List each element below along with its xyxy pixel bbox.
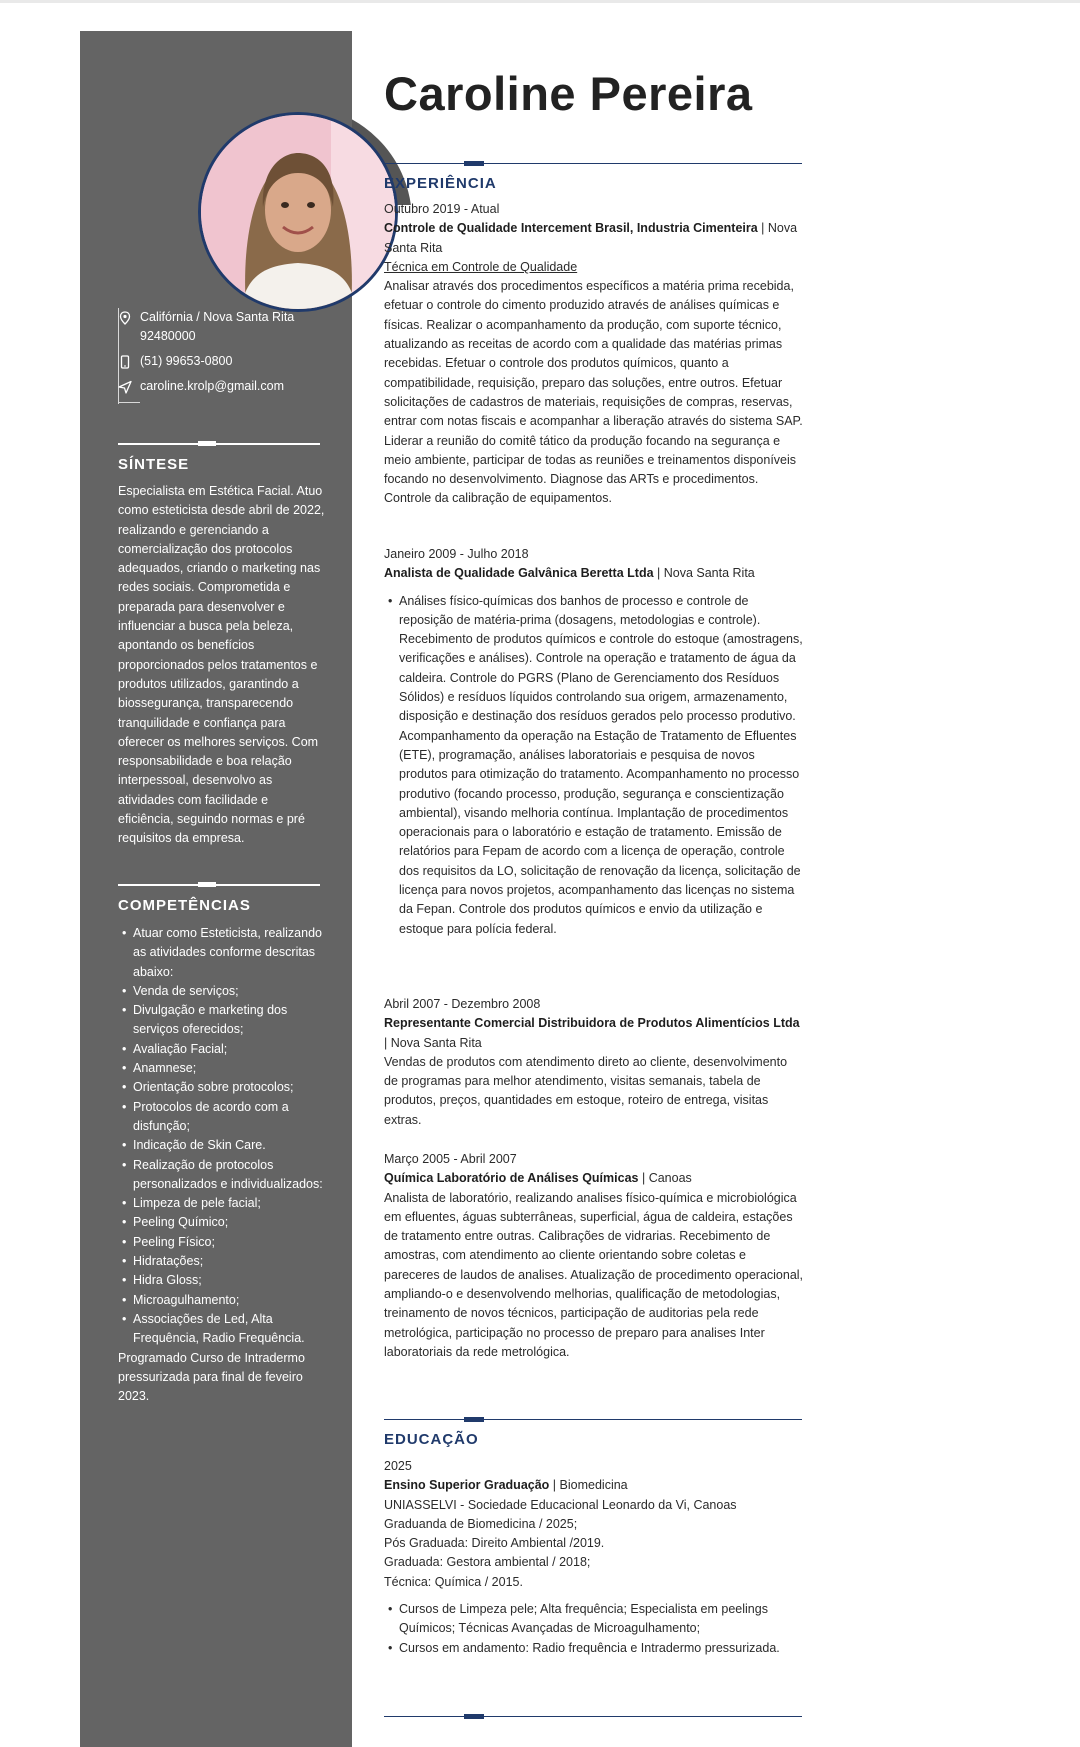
job-title-line: Representante Comercial Distribuidora de Produtos Alimentícios Ltda | Nova Santa Rita [384,1016,800,1050]
list-item: • Limpeza de pele facial; [130,1194,328,1213]
sidebar-divider [118,443,320,445]
section-divider [384,1419,802,1420]
education-line: UNIASSELVI - Sociedade Educacional Leonardo da Vi, Canoas [384,1497,737,1512]
list-item: • Divulgação e marketing dos serviços oferecidos; [130,1001,328,1040]
location-text: Califórnia / Nova Santa Rita [140,310,295,324]
education-degree-line: Ensino Superior Graduação | Biomedicina [384,1478,628,1493]
list-item: • Hidratações; [130,1252,328,1271]
list-item: • Peeling Químico; [130,1213,328,1232]
section-divider [384,163,802,164]
education-bullet: • Cursos de Limpeza pele; Alta frequência; Especialista em peelings Químicos; Técnicas Avançadas de Microagulhamento; [399,1600,804,1639]
list-item: • Orientação sobre protocolos; [130,1078,328,1097]
job-description: Analista de laboratório, realizando analises físico-química e microbiológica em efluentes, águas subterrâneas, superficial, água de caldeira, estações de tratamento entre outras. Calibrações de vidrarias. Recebimento de amostras, com atendimento ao cliente orientando sobre coletas e pareceres de laudos de analises. Atualização de procedimento operacional, ampliando-o e desenvolvendo melhorias, qualificação de metodologias, treinamento de novos técnicos, participação de auditorias pela rede metrológica, participação no processo de preparo para analises Inter laboratoriais da rede metrológica. [384,1190,804,1359]
contact-location [118,308,318,346]
list-item: • Venda de serviços; [130,982,328,1001]
competencias-footer: Programado Curso de Intradermo pressurizada para final de feveiro 2023. [118,1350,305,1404]
job-3 [384,995,804,1130]
list-item: • Avaliação Facial; [130,1040,328,1059]
job-subtitle: Técnica em Controle de Qualidade [384,259,578,274]
job-location: Nova Santa Rita [390,1035,482,1050]
job-role: Representante Comercial Distribuidora de Produtos Alimentícios Ltda [384,1016,800,1031]
job-description: Vendas de produtos com atendimento direto ao cliente, desenvolvimento de programas para melhor atendimento, visitas semanais, tabela de produtos, preços, quantidades em estoque, roteiro de entrega, visitas extras. [384,1054,788,1127]
list-item: • Realização de protocolos personalizados e individualizados: [130,1156,328,1195]
job-title-line: Química Laboratório de Análises Químicas | Canoas [384,1171,692,1186]
education-line: Graduanda de Biomedicina / 2025; [384,1516,578,1531]
sintese-heading: SÍNTESE [118,456,190,473]
experience-heading: EXPERIÊNCIA [384,175,497,192]
list-item: • Associações de Led, Alta Frequência, Radio Frequência. [130,1310,328,1349]
contact-rule-foot [118,402,140,403]
education-line: Técnica: Química / 2015. [384,1574,523,1589]
list-item: • Peeling Físico; [130,1233,328,1252]
contact-phone [118,352,318,371]
job-description: Analisar através dos procedimentos específicos a matéria prima recebida, efetuar o controle do cimento produzido através de análises químicas e físicas. Realizar o acompanhamento da produção, com suporte técnico, atualizando as receitas de acordo com a qualidade das matérias primas recebidas. Efetuar o controle dos produtos químicos, quanto a compatibilidade, requisição, preparo das soluções, entre outros. Efetuar solicitações de cadastros de materiais, requisições de compras, reservas, entrar com notas fiscais e acompanhar a liberação através do sistema SAP. Liderar a reunião do comitê tático da produção focando na segurança e meio ambiente, participar de todas as reuniões e treinamentos disponíveis focando no desenvolvimento. Diagnose das ARTs e procedimentos. Controle da calibração de equipamentos. [384,279,803,506]
list-item: • Anamnese; [130,1059,328,1078]
job-4 [384,1150,804,1362]
job-role: Analista de Qualidade Galvânica Beretta Ltda [384,566,654,581]
section-divider [384,1716,802,1717]
sintese-text: Especialista em Estética Facial. Atuo como esteticista desde abril de 2022, realizando e gerenciando a comercialização dos protocolos adequados, criando o marketing nas redes sociais. Comprometida e preparada para desenvolver e influenciar a busca pela beleza, apontando os benefícios proporcionados pelos tratamentos e produtos utilizados, garantindo a biossegurança, transparecendo tranquilidade e confiança para oferecer os melhores serviços. Com responsabilidade e boa relação interpessoal, desenvolvo as atividades com facilidade e eficiência, seguindo normas e pré requisitos da empresa. [118,484,325,846]
education-block [384,1457,804,1658]
contact-block [118,308,318,402]
candidate-name: Caroline Pereira [384,67,753,120]
job-2 [384,545,804,939]
job-location: Canoas [648,1171,692,1186]
email-text[interactable]: caroline.krolp@gmail.com [140,379,284,393]
competencias-heading: COMPETÊNCIAS [118,897,251,914]
education-year: 2025 [384,1459,412,1473]
job-location: Nova Santa Rita [663,566,755,581]
job-period: Janeiro 2009 - Julho 2018 [384,547,529,561]
top-border [0,0,1080,3]
send-icon [118,380,132,394]
education-bullet: • Cursos em andamento: Radio frequência e Intradermo pressurizada. [399,1639,804,1658]
job-role: Química Laboratório de Análises Químicas [384,1171,639,1186]
education-heading: EDUCAÇÃO [384,1431,479,1448]
education-field: Biomedicina [559,1478,628,1493]
profile-photo [198,112,398,312]
location-pin-icon [118,311,132,325]
sidebar-divider [118,884,320,886]
contact-email [118,377,318,396]
list-item: • Protocolos de acordo com a disfunção; [130,1098,328,1137]
job-period: Abril 2007 - Dezembro 2008 [384,997,541,1011]
list-item: • Microagulhamento; [130,1291,328,1310]
competencias-list [118,924,328,1406]
education-degree: Ensino Superior Graduação [384,1478,550,1493]
cep-text: 92480000 [140,329,196,343]
education-line: Graduada: Gestora ambiental / 2018; [384,1555,591,1570]
list-item: • Atuar como Esteticista, realizando as atividades conforme descritas abaixo: [130,924,328,982]
list-item: • Indicação de Skin Care. [130,1136,328,1155]
job-title-line: Analista de Qualidade Galvânica Beretta Ltda | Nova Santa Rita [384,566,755,581]
list-item: • Hidra Gloss; [130,1271,328,1290]
education-line: Pós Graduada: Direito Ambiental /2019. [384,1536,605,1551]
job-period: Outubro 2019 - Atual [384,202,500,216]
phone-icon [118,355,132,369]
job-bullet: • Análises físico-químicas dos banhos de processo e controle de reposição de matéria-prima (dosagens, metodologias e controle). Recebimento de produtos químicos e controle do estoque (amostragens, verificações e análises). Controle na operação e tratamento de água da caldeira. Controle do PGRS (Plano de Gerenciamento dos Resíduos Sólidos) e resíduos líquidos controlando sua origem, armazenamento, disposição e destinação dos resíduos gerados pelo processo produtivo. Acompanhamento da operação na Estação de Tratamento de Efluentes (ETE), programação, análises laboratoriais e pesquisa de novos produtos para otimização do tratamento. Acompanhamento no processo produtivo (focando processo, produção, segurança e conscientização ambiental), visando melhoria contínua. Implantação de procedimentos operacionais para o laboratório e estação de tratamento. Emissão de relatórios para Fepam de acordo com a licença de operação, controle dos requisitos da LO, solicitação de renovação da licença, solicitação de licença para novos projetos, acompanhamento das licenças no sistema da Fepan. Controle dos produtos químicos e envio da utilização e estoque para polícia federal. [399,592,804,939]
phone-text[interactable]: (51) 99653-0800 [140,354,233,368]
job-title-line: Controle de Qualidade Intercement Brasil, Industria Cimenteira | Nova Santa Rita [384,221,798,255]
job-period: Março 2005 - Abril 2007 [384,1152,517,1166]
job-role: Controle de Qualidade Intercement Brasil, Industria Cimenteira [384,221,758,236]
job-1 [384,200,804,509]
job-location: Nova Santa Rita [384,221,798,255]
